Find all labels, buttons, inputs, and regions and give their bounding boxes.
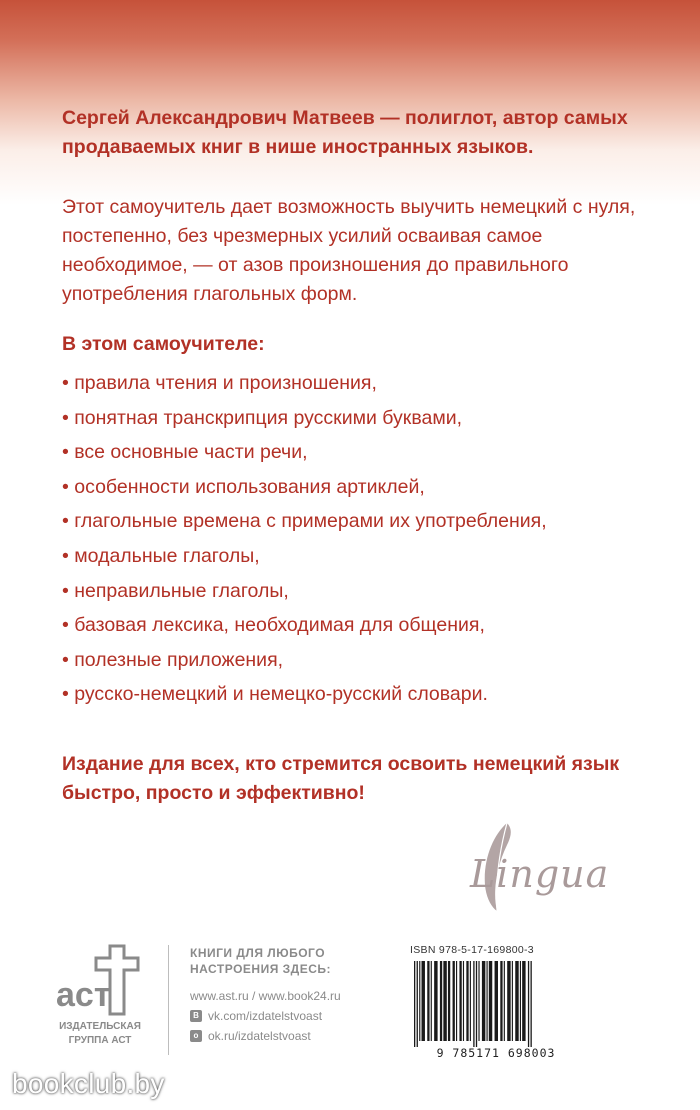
ok-icon: o [190,1030,202,1042]
contents-list [62,369,547,715]
publisher-links [190,986,341,1046]
promo-title [190,945,331,977]
book-description: Этот самоучитель дает возможность выучить немецкий с нуля, постепенно, без чрезмерных усилий осваивая самое необходимое, — от азов произношения до правильного употребления глагольных форм. [62,196,636,305]
vk-text: vk.com/izdatelstvoast [208,1009,323,1023]
publisher-caption-line2: ГРУППА АСТ [68,1035,132,1046]
list-item: • понятная транскрипция русскими буквами, [62,404,547,439]
barcode-icon [410,961,582,1049]
barcode-digits: 9 785171 698003 [436,1046,556,1060]
list-item: • русско-немецкий и немецко-русский словари. [62,680,547,715]
divider [168,945,169,1055]
closing-statement: Издание для всех, кто стремится освоить немецкий язык быстро, просто и эффективно! [62,753,620,804]
list-item: • все основные части речи, [62,438,547,473]
vk-icon: B [190,1010,202,1022]
promo-line2: НАСТРОЕНИЯ ЗДЕСЬ: [190,962,332,976]
websites-text: www.ast.ru / www.book24.ru [190,989,341,1003]
series-logo: Lingua [470,852,610,896]
list-item: • модальные глаголы, [62,542,547,577]
author-bio: Сергей Александрович Матвеев — полиглот, автор самых продаваемых книг в нише иностранных языков. [62,107,628,158]
websites-link[interactable] [190,986,341,1006]
list-item: • неправильные глаголы, [62,577,547,612]
isbn-label: ISBN 978-5-17-169800-3 [410,944,534,956]
ok-link[interactable] [190,1026,341,1046]
publisher-caption-line1: ИЗДАТЕЛЬСКАЯ [59,1021,141,1032]
list-item: • полезные приложения, [62,646,547,681]
publisher-caption [40,1020,160,1048]
promo-line1: КНИГИ ДЛЯ ЛЮБОГО [190,946,326,960]
watermark: bookclub.by [12,1068,165,1099]
vk-link[interactable] [190,1006,341,1026]
contents-heading: В этом самоучителе: [62,333,265,355]
list-item: • базовая лексика, необходимая для общения, [62,611,547,646]
publisher-logo-icon [42,940,152,1020]
list-item: • особенности использования артиклей, [62,473,547,508]
list-item: • глагольные времена с примерами их употребления, [62,507,547,542]
ok-text: ok.ru/izdatelstvoast [208,1029,311,1043]
list-item: • правила чтения и произношения, [62,369,547,404]
publisher-logo-text: аст [56,976,111,1014]
